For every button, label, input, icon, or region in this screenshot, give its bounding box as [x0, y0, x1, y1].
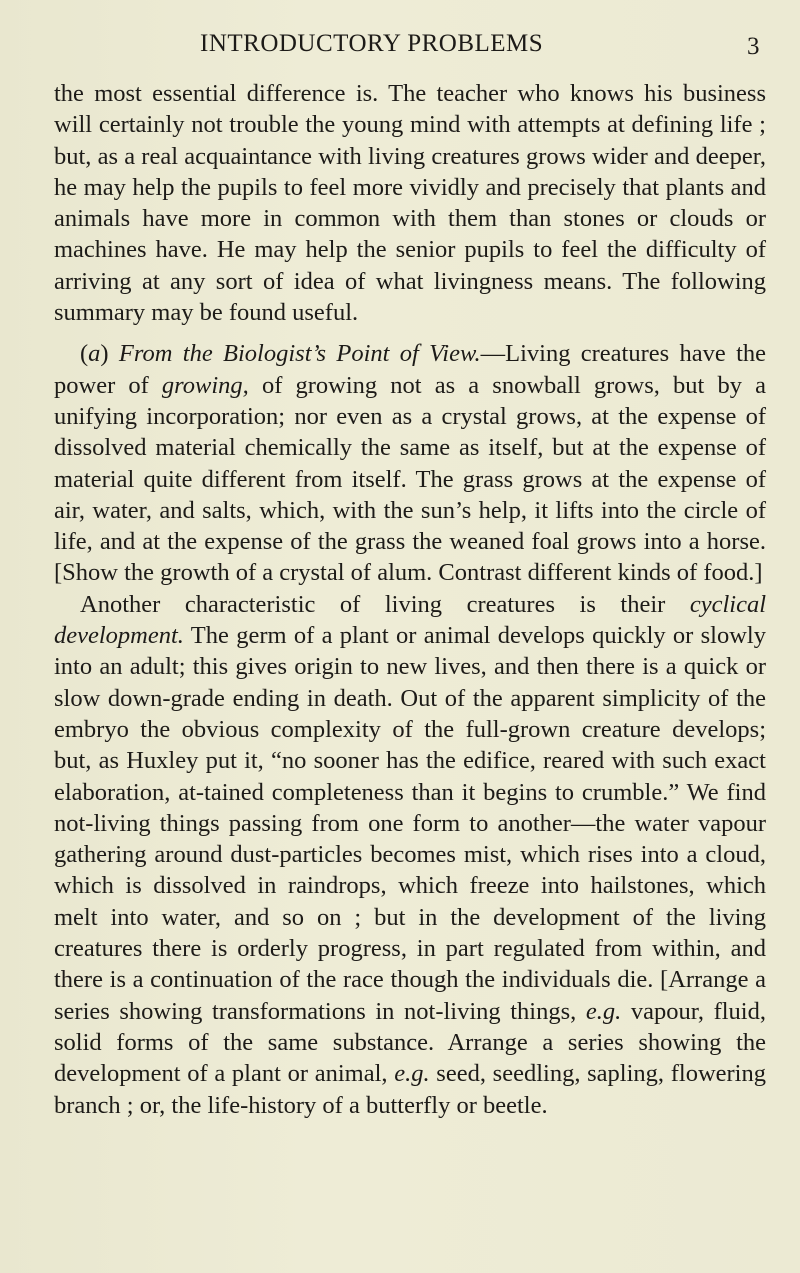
page-number: 3	[747, 33, 760, 60]
paragraph-text: The germ of a plant or animal develops quickly or slowly into an adult; this gives origin to new lives, and then there is a quick or slow down-grade ending in death. Out of the apparent simplicity of the embryo the obvious complexity of the full-grown creature develops; but, as Huxley put it, “no sooner has the edifice, reared with such exact elaboration, at-tained completeness than it begins to crumble.” We find not-living things passing from one form to another—the water vapour gathering around dust-particles becomes mist, which rises into a cloud, which is dissolved in raindrops, which freeze into hailstones, which melt into water, and so on ; but in the development of the living creatures there is orderly progress, in part regulated from within, and there is a continuation of the race though the individuals die. [Arrange a series showing transformations in not-living things,	[54, 622, 766, 1025]
paragraph-continuation: the most essential difference is. The teacher who knows his business will certainly not trouble the young mind with attempts at defining life ; but, as a real acquaintance with living creatures grows wider and deeper, he may help the pupils to feel more vividly and precisely that plants and animals have more in common with them than stones or clouds or machines have. He may help the senior pupils to feel the difficulty of arriving at any sort of idea of what livingness means. The following summary may be found useful.	[54, 80, 766, 327]
section-label: (a)	[80, 340, 109, 368]
paragraph-text: vapour, fluid, solid forms of the same substance. Arrange a series showing the development of a plant or animal,	[54, 997, 766, 1088]
paragraph-cyclical-development	[54, 589, 766, 1121]
paragraph-text: —Living creatures have the power of	[54, 340, 767, 399]
abbrev-eg: e.g.	[394, 1060, 430, 1088]
paragraph-biologist-view	[54, 338, 766, 588]
paragraph-text: seed, seedling, sapling, flowering branch ; or, the life-history of a butterfly or beetle.	[54, 1060, 766, 1119]
abbrev-eg: e.g.	[585, 997, 622, 1025]
section-letter: a	[88, 340, 101, 368]
paragraph-text: Another characteristic of living creatures is their	[80, 590, 690, 618]
body-text	[54, 78, 766, 1121]
emphasis-growing: growing,	[161, 371, 249, 399]
emphasis-cyclical: cyclical development.	[54, 590, 766, 650]
paragraph-text: of growing not as a snowball grows, but by a unifying incorporation; nor even as a crystal grows, at the expense of dissolved material chemically the same as itself, but at the expense of material quite different from itself. The grass grows at the expense of air, water, and salts, which, with the sun’s help, it lifts into the circle of life, and at the expense of the grass the weaned foal grows into a horse. [Show the growth of a crystal of alum. Contrast different kinds of food.]	[54, 371, 766, 587]
section-heading: From the Biologist’s Point of View.	[118, 340, 481, 368]
running-head: INTRODUCTORY PROBLEMS	[200, 30, 544, 57]
